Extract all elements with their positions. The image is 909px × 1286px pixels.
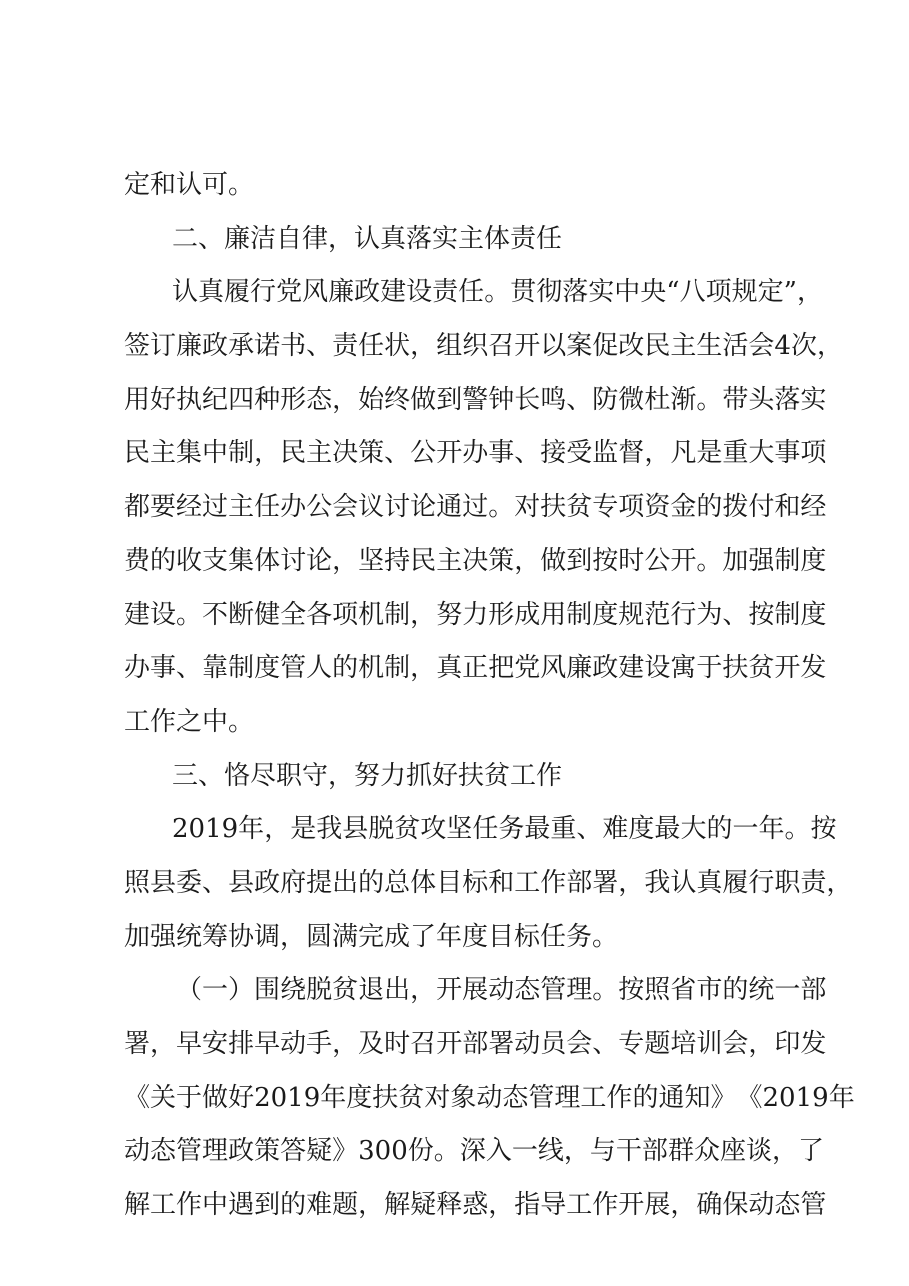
text-line: 认 真 履 行 党 风 廉 政 建 设 责 任 。 贯 彻 落 实 中 央 “ 八 项 规 定 ” ， bbox=[172, 277, 823, 308]
text-line: 《 关 于 做 好 2019 年 度 扶 贫 对 象 动 态 管 理 工 作 的 通 知 》 《 2019 年 bbox=[124, 1082, 855, 1113]
text-line: 解 工 作 中 遇 到 的 难 题 ， 解 疑 释 惑 ， 指 导 工 作 开 展 ， 确 保 动 态 管 bbox=[124, 1190, 827, 1221]
text-line: 费 的 收 支 集 体 讨 论 ， 坚 持 民 主 决 策 ， 做 到 按 时 公 开 。 加 强 制 度 bbox=[124, 545, 827, 576]
text-line: （ 一 ） 围 绕 脱 贫 退 出 ， 开 展 动 态 管 理 。 按 照 省 市 的 统 一 部 bbox=[176, 975, 827, 1006]
text-line: 签 订 廉 政 承 诺 书 、 责 任 状 ， 组 织 召 开 以 案 促 改 民 主 生 活 会 4 次 ， bbox=[124, 331, 843, 362]
text-line: 都 要 经 过 主 任 办 公 会 议 讨 论 通 过 。 对 扶 贫 专 项 资 金 的 拨 付 和 经 bbox=[124, 492, 827, 523]
text-line: 工作之中。 bbox=[124, 706, 255, 737]
document-page bbox=[124, 159, 855, 1233]
section-heading: 三、恪尽职守，努力抓好扶贫工作 bbox=[172, 760, 563, 791]
text-line: 办 事 、 靠 制 度 管 人 的 机 制 ， 真 正 把 党 风 廉 政 建 设 寓 于 扶 贫 开 发 bbox=[124, 653, 827, 684]
section-heading: 二、廉洁自律，认真落实主体责任 bbox=[172, 223, 563, 254]
text-line: 署 ， 早 安 排 早 动 手 ， 及 时 召 开 部 署 动 员 会 、 专 题 培 训 会 ， 印 发 bbox=[124, 1029, 827, 1059]
text-line: 照 县 委 、 县 政 府 提 出 的 总 体 目 标 和 工 作 部 署 ， 我 认 真 履 行 职 责 ， bbox=[124, 867, 853, 898]
text-line: 民 主 集 中 制 ， 民 主 决 策 、 公 开 办 事 、 接 受 监 督 ， 凡 是 重 大 事 项 bbox=[124, 438, 827, 469]
text-line: 2019 年 ， 是 我 县 脱 贫 攻 坚 任 务 最 重 、 难 度 最 大 的 一 年 。 按 bbox=[172, 814, 837, 845]
text-line: 建 设 。 不 断 健 全 各 项 机 制 ， 努 力 形 成 用 制 度 规 范 行 为 、 按 制 度 bbox=[124, 599, 827, 630]
text-line: 定和认可。 bbox=[124, 170, 255, 200]
text-line: 动 态 管 理 政 策 答 疑 》 300 份 。 深 入 一 线 ， 与 干 部 群 众 座 谈 ， 了 bbox=[124, 1136, 825, 1167]
text-line: 加强统筹协调，圆满完成了年度目标任务。 bbox=[124, 921, 619, 952]
text-line: 用 好 执 纪 四 种 形 态 ， 始 终 做 到 警 钟 长 鸣 、 防 微 杜 渐 。 带 头 落 实 bbox=[124, 384, 827, 415]
